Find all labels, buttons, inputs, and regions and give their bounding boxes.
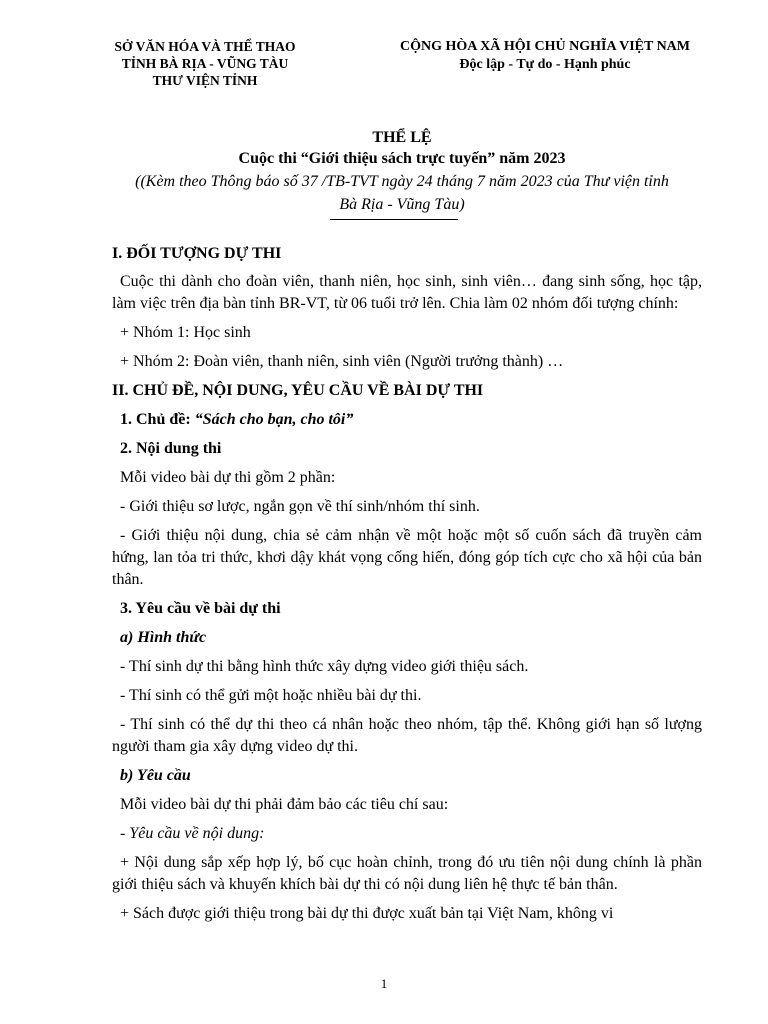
document-subtitle: Cuộc thi “Giới thiệu sách trực tuyến” năm 2023 xyxy=(238,150,566,167)
section-1-paragraph: Cuộc thi dành cho đoàn viên, thanh niên, học sinh, sinh viên… đang sinh sống, học tập, làm việc trên địa bàn tỉnh BR-VT, từ 06 tuổi trở lên. Chia làm 02 nhóm đối tượng chính: xyxy=(112,273,702,312)
content-heading: 2. Nội dung thi xyxy=(120,440,222,457)
content-paragraph-2: - Giới thiệu sơ lược, ngắn gọn về thí sinh/nhóm thí sinh. xyxy=(120,498,480,515)
group-2-item: + Nhóm 2: Đoàn viên, thanh niên, sinh viên (Người trưởng thành) … xyxy=(120,353,564,370)
content-paragraph-1: Mỗi video bài dự thi gồm 2 phần: xyxy=(120,469,336,486)
agency-line-3: THƯ VIỆN TỈNH xyxy=(152,73,258,88)
topic-line xyxy=(112,409,702,431)
criteria-subheading: - Yêu cầu về nội dung: xyxy=(120,825,265,842)
group-1-item: + Nhóm 1: Học sinh xyxy=(120,324,251,341)
motto: Độc lập - Tự do - Hạnh phúc xyxy=(459,57,631,72)
content-paragraph-3: - Giới thiệu nội dung, chia sẻ cảm nhận về một hoặc một số cuốn sách đã truyền cảm hứng, lan tỏa tri thức, khơi dậy khát vọng cống hiến, đóng góp tích cực cho xã hội của bản thân. xyxy=(112,527,702,588)
document-heading: THỂ LỆ xyxy=(372,129,432,146)
issuing-agency xyxy=(60,38,350,89)
criteria-paragraph-1: Mỗi video bài dự thi phải đảm bảo các tiêu chí sau: xyxy=(120,796,449,813)
requirements-heading: 3. Yêu cầu về bài dự thi xyxy=(120,600,281,617)
document-note-line-1: ((Kèm theo Thông báo số 37 /TB-TVT ngày 24 tháng 7 năm 2023 của Thư viện tỉnh xyxy=(135,173,669,190)
form-paragraph-2: - Thí sinh có thể gửi một hoặc nhiều bài dự thi. xyxy=(120,687,422,704)
topic-label: 1. Chủ đề: xyxy=(120,411,195,428)
title-underline xyxy=(330,219,458,220)
form-heading: a) Hình thức xyxy=(120,629,207,646)
criteria-paragraph-2: + Nội dung sắp xếp hợp lý, bố cục hoàn chỉnh, trong đó ưu tiên nội dung chính là phần giới thiệu sách và khuyến khích bài dự thi có nội dung liên hệ thực tế bản thân. xyxy=(112,854,702,893)
form-paragraph-3: - Thí sinh có thể dự thi theo cá nhân hoặc theo nhóm, tập thể. Không giới hạn số lượng người tham gia xây dựng video dự thi. xyxy=(112,716,702,755)
page-number: 1 xyxy=(380,976,388,991)
national-motto xyxy=(360,38,730,74)
form-paragraph-1: - Thí sinh dự thi bằng hình thức xây dựng video giới thiệu sách. xyxy=(120,658,529,675)
section-2-heading: II. CHỦ ĐỀ, NỘI DUNG, YÊU CẦU VỀ BÀI DỰ THI xyxy=(112,382,484,399)
agency-line-1: SỞ VĂN HÓA VÀ THỂ THAO xyxy=(114,39,296,54)
section-1-heading: I. ĐỐI TƯỢNG DỰ THI xyxy=(112,245,282,262)
country-name: CỘNG HÒA XÃ HỘI CHỦ NGHĨA VIỆT NAM xyxy=(399,39,690,54)
document-body xyxy=(112,243,702,932)
document-note-line-2: Bà Rịa - Vũng Tàu) xyxy=(339,196,465,213)
document-title-block xyxy=(112,128,692,216)
agency-line-2: TỈNH BÀ RỊA - VŨNG TÀU xyxy=(121,56,289,71)
criteria-paragraph-3: + Sách được giới thiệu trong bài dự thi được xuất bản tại Việt Nam, không vi xyxy=(120,905,614,922)
topic-value: “Sách cho bạn, cho tôi” xyxy=(194,411,354,428)
criteria-heading: b) Yêu cầu xyxy=(120,767,191,784)
